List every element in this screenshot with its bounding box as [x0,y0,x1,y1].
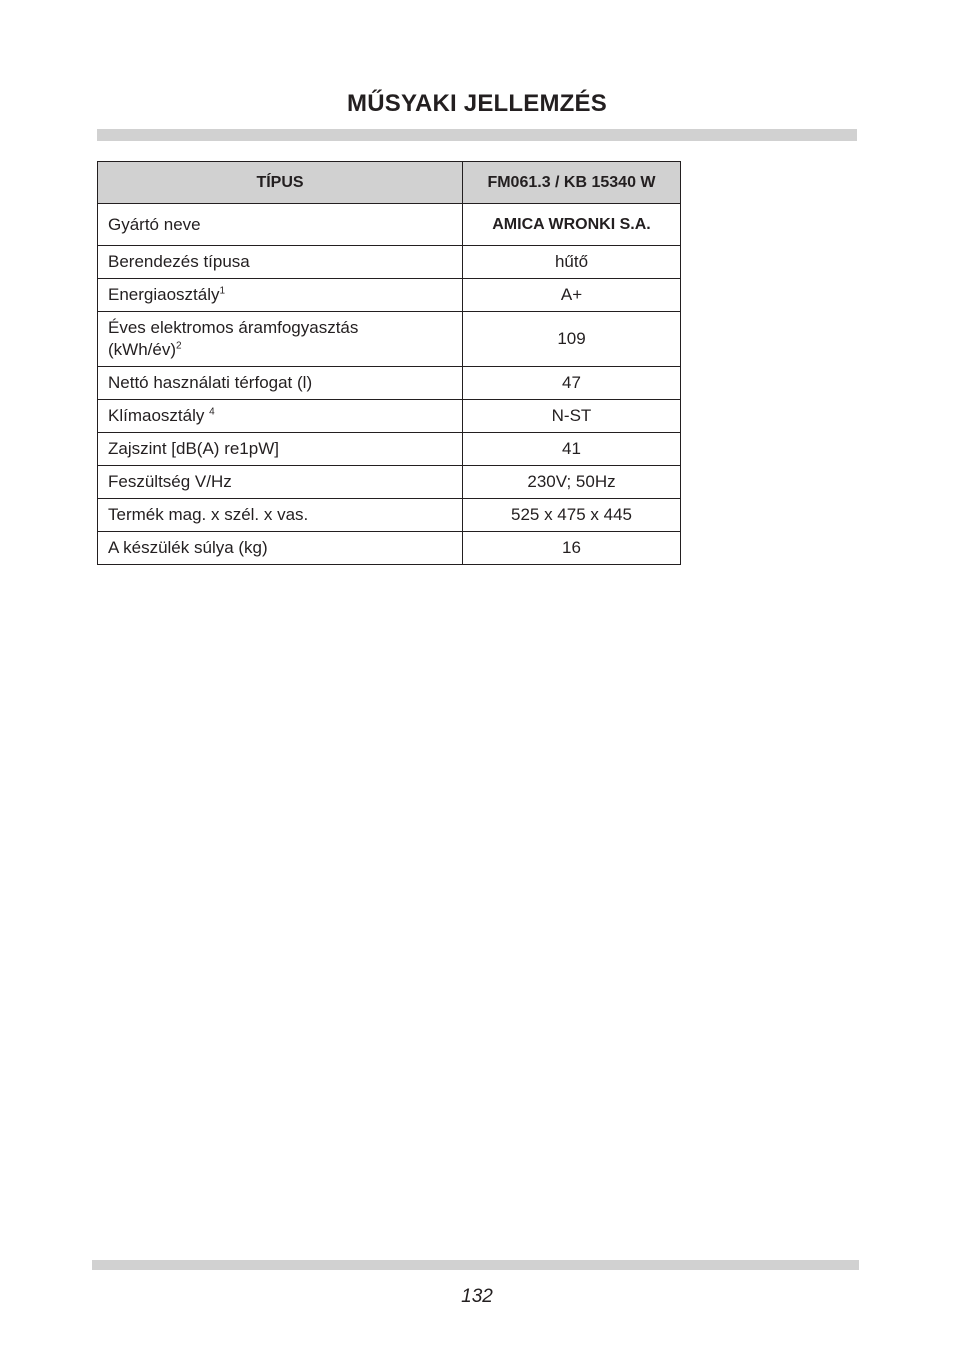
row-label-appliance-type: Berendezés típusa [98,246,463,279]
row-value-voltage: 230V; 50Hz [463,466,681,499]
table-row [98,279,681,312]
table-row [98,204,681,246]
page-title: MŰSYAKI JELLEMZÉS [347,90,607,117]
model-header: FM061.3 / KB 15340 W [463,162,681,204]
row-label-dimensions: Termék mag. x szél. x vas. [98,499,463,532]
row-label-energy-class [98,279,463,312]
row-label-net-volume: Nettó használati térfogat (l) [98,367,463,400]
footnote-marker: 2 [176,340,182,352]
row-value-appliance-type: hűtő [463,246,681,279]
table-row [98,246,681,279]
row-value-climate-class: N-ST [463,400,681,433]
table-header-row [98,162,681,204]
energy-class-text: Energiaosztály [108,285,220,304]
row-value-weight: 16 [463,532,681,565]
row-value-annual-consumption: 109 [463,312,681,367]
page-number: 132 [461,1286,493,1307]
row-label-weight: A készülék súlya (kg) [98,532,463,565]
table-row [98,367,681,400]
row-value-manufacturer: AMICA WRONKI S.A. [463,204,681,246]
row-label-voltage: Feszültség V/Hz [98,466,463,499]
row-label-manufacturer: Gyártó neve [98,204,463,246]
row-label-climate-class [98,400,463,433]
type-header: TÍPUS [98,162,463,204]
table-row [98,466,681,499]
row-value-dimensions: 525 x 475 x 445 [463,499,681,532]
footnote-marker: 1 [219,285,226,297]
row-label-annual-consumption [98,312,463,367]
annual-consumption-line1: Éves elektromos áramfogyasztás [108,318,359,337]
row-label-noise-level: Zajszint [dB(A) re1pW] [98,433,463,466]
title-divider [97,129,857,141]
footnote-marker: 4 [209,406,215,418]
table-row [98,433,681,466]
row-value-energy-class: A+ [463,279,681,312]
row-value-net-volume: 47 [463,367,681,400]
table-row [98,400,681,433]
row-value-noise-level: 41 [463,433,681,466]
footer-divider [92,1260,859,1270]
climate-class-text: Klímaosztály [108,406,210,425]
table-row [98,312,681,367]
spec-table [97,161,681,565]
table-row [98,532,681,565]
table-row [98,499,681,532]
annual-consumption-line2: (kWh/év) [108,340,176,359]
